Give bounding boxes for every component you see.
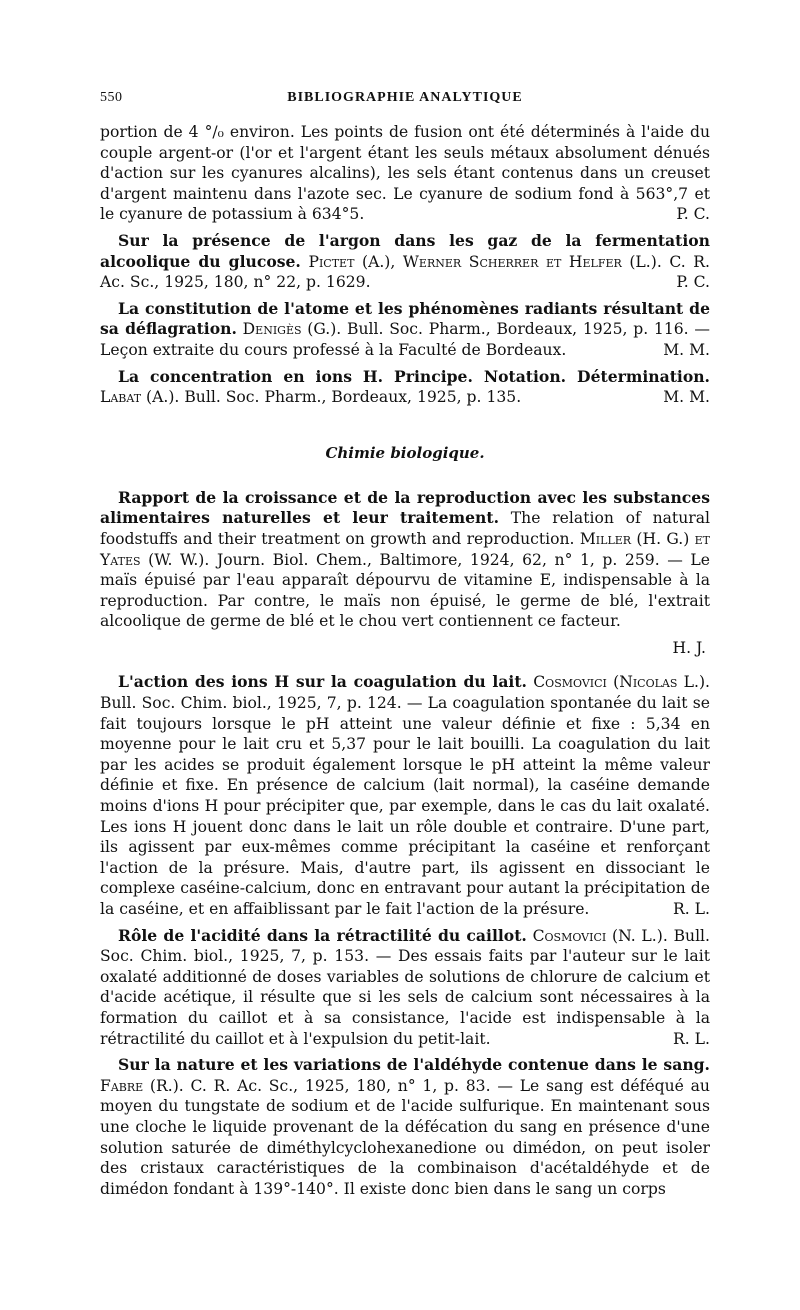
entry-body: — Des essais faits par l'auteur sur le lait oxalaté additionné de doses variables de solutions de chlorure de calcium et d'acide acétique, il résulte que si les sels de calcium sont nécessaires à la formation du caillot et à sa consistance, l'acide est indispensable à la rétractilité du caillot et à l'expulsion du petit-lait. bbox=[100, 947, 710, 1048]
entry-coagulation bbox=[100, 672, 710, 919]
entry-title: La concentration en ions H. Principe. Notation. Détermination. bbox=[118, 366, 710, 386]
entry-authors: Cosmovici (N. L.). bbox=[532, 926, 668, 945]
entry-initials: M. M. bbox=[663, 340, 710, 359]
entry-body: — Leçon extraite du cours professé à la Faculté de Bordeaux. bbox=[100, 320, 710, 359]
entry-title: L'action des ions H sur la coagulation du lait. bbox=[118, 672, 527, 692]
page bbox=[100, 90, 710, 1205]
entry-title: La constitution de l'atome et les phénomènes radiants résultant de sa déflagration. bbox=[100, 298, 710, 339]
entry-ions-h bbox=[100, 367, 710, 408]
entry-authors: Cosmovici (Nicolas L.). bbox=[533, 673, 710, 692]
running-title: BIBLIOGRAPHIE ANALYTIQUE bbox=[287, 90, 523, 105]
page-number: 550 bbox=[100, 90, 123, 105]
entry-aldehyde bbox=[100, 1055, 710, 1199]
entry-reference: Bull. Soc. Pharm., Bordeaux, 1925, p. 116. bbox=[347, 320, 689, 339]
entry-title: Rôle de l'acidité dans la rétractilité du caillot. bbox=[118, 925, 527, 945]
entry-initials: P. C. bbox=[676, 273, 710, 292]
entry-authors: Denigès (G.). bbox=[242, 320, 342, 339]
entry-title: Rapport de la croissance et de la reproduction avec les substances alimentaires naturelles et leur traitement. bbox=[100, 487, 710, 528]
entry-text: portion de 4 °/₀ environ. Les points de fusion ont été déterminés à l'aide du couple argent-or (l'or et l'argent étant les seuls métaux absolument dénués d'action sur les cyanures alcalins), les sels étant contenus dans un creuset d'argent maintenu dans l'azote sec. Le cyanure de sodium fond à 563°,7 et le cyanure de potassium à 634°5. bbox=[100, 123, 710, 224]
entry-title: Sur la présence de l'argon dans les gaz de la fermentation alcoolique du glucose. bbox=[100, 230, 710, 271]
entry-authors: Miller (H. G.) et Yates (W. W.). bbox=[100, 529, 710, 569]
entry-reference: C. R. Ac. Sc., 1925, 180, n° 1, p. 83. bbox=[190, 1076, 491, 1095]
entry-initials: R. L. bbox=[673, 1029, 710, 1048]
entry-authors: Labat (A.). bbox=[100, 388, 180, 407]
running-header bbox=[100, 90, 710, 112]
entry-initials: R. L. bbox=[673, 900, 710, 918]
entry-reference: C. R. Ac. Sc., 1925, 180, n° 22, p. 1629. bbox=[100, 252, 710, 292]
entry-authors: Fabre (R.). bbox=[100, 1076, 184, 1095]
entry-title: Sur la nature et les variations de l'aldéhyde contenue dans le sang. bbox=[118, 1055, 710, 1075]
entry-reference: Bull. Soc. Chim. biol., 1925, 7, p. 124. bbox=[100, 694, 402, 713]
entry-reference: Bull. Soc. Pharm., Bordeaux, 1925, p. 135. bbox=[184, 388, 522, 407]
entry-reference: Bull. Soc. Chim. biol., 1925, 7, p. 153. bbox=[100, 926, 710, 966]
entry-body: The relation of natural foodstuffs and their treatment on growth and reproduction. bbox=[100, 509, 710, 548]
entry-atome bbox=[100, 299, 710, 361]
entry-authors: Pictet (A.), Werner Scherrer et Helfer (L.). bbox=[308, 252, 662, 271]
entry-initials: P. C. bbox=[676, 205, 710, 224]
entry-body: — Le maïs épuisé par l'eau apparaît dépourvu de vitamine E, indispensable à la reproduction. Par contre, le maïs non épuisé, le germe de blé, l'extrait alcoolique de germe de blé et le chou vert contiennent ce facteur. bbox=[100, 550, 711, 631]
entry-acidite bbox=[100, 926, 710, 1050]
entry-initials: M. M. bbox=[663, 388, 710, 407]
entry-body: — Le sang est déféqué au moyen du tungstate de sodium et de l'acide sulfurique. En maintenant sous une cloche le liquide provenant de la défécation du sang en présence d'une solution saturée de diméthylcyclohexanedione ou dimédon, on peut isoler des cristaux caractéristiques de la combinaison d'acétaldéhyde et de dimédon fondant à 139°-140°. Il existe donc bien dans le sang un corps bbox=[100, 1076, 710, 1198]
entry-argon bbox=[100, 231, 710, 293]
entry-body: — La coagulation spontanée du lait se fait toujours lorsque le pH atteint une valeur définie et fixe : 5,34 en moyenne pour le lait cru et 5,37 pour le lait bouilli. La coagulation du lait par les acides se produit également lorsque le pH atteint la même valeur définie et fixe. En présence de calcium (lait normal), la caséine demande moins d'ions H pour précipiter que, par exemple, dans le cas du lait oxalaté. Les ions H jouent donc dans le lait un rôle double et contraire. D'une part, ils agissent par eux-mêmes comme précipitant la caséine et renforçant l'action de la présure. Mais, d'autre part, ils agissent en dissociant le complexe caséine-calcium, donc en entravant pour autant la précipitation de la caséine, et en affaiblissant par le fait l'action de la présure. bbox=[100, 694, 710, 918]
entry-initials: H. J. bbox=[672, 638, 706, 657]
entry-continued bbox=[100, 122, 710, 225]
section-heading: Chimie biologique. bbox=[325, 443, 485, 462]
entry-croissance bbox=[100, 488, 710, 632]
entry-reference: Journ. Biol. Chem., Baltimore, 1924, 62, n° 1, p. 259. bbox=[216, 550, 660, 569]
